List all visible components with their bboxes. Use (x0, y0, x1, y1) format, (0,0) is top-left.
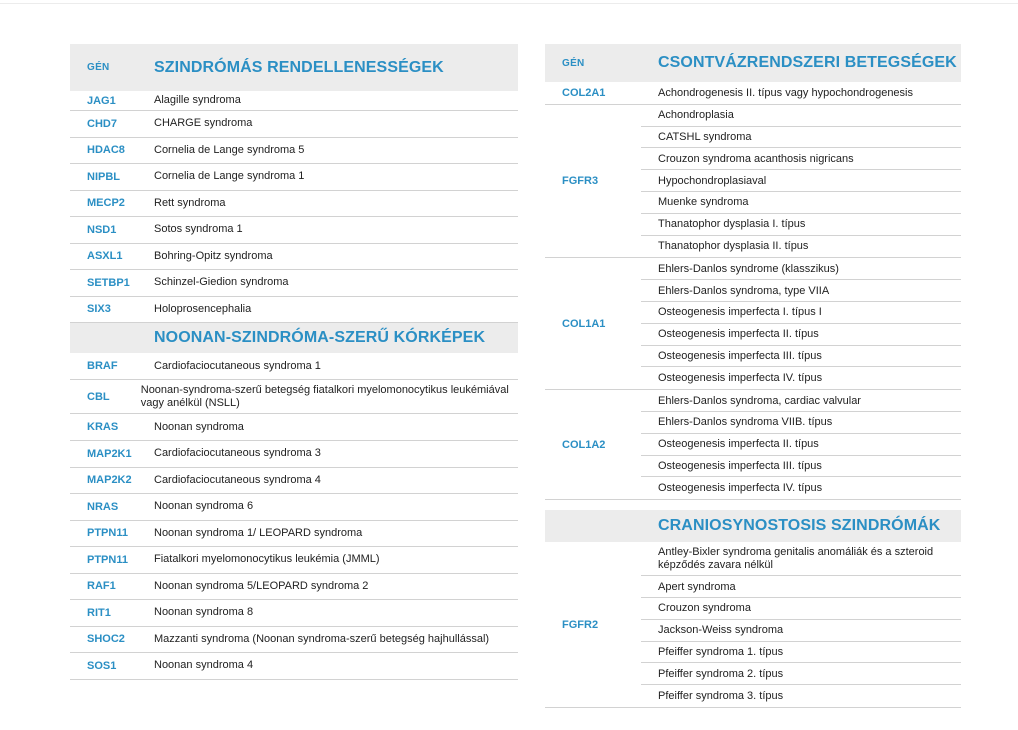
disease-cell: Thanatophor dysplasia II. típus (658, 240, 809, 253)
table-row (70, 270, 518, 297)
section-title: CRANIOSYNOSTOSIS SZINDRÓMÁK (658, 517, 941, 535)
table-row (70, 380, 518, 414)
gene-cell: BRAF (87, 360, 118, 372)
gene-cell: SIX3 (87, 303, 111, 316)
gene-cell: PTPN11 (87, 553, 128, 566)
disease-cell: Fiatalkori myelomonocytikus leukémia (JMML) (154, 553, 380, 566)
disease-list (641, 390, 961, 499)
left-table (70, 44, 518, 680)
disease-cell: Crouzon syndroma acanthosis nigricans (641, 148, 961, 170)
gene-cell: RAF1 (87, 580, 116, 593)
table-row (70, 547, 518, 574)
disease-cell: Alagille syndroma (154, 94, 241, 106)
section-header-szindromas (70, 44, 518, 91)
gene-column-header: GÉN (562, 57, 585, 69)
disease-cell: Jackson-Weiss syndroma (641, 620, 961, 642)
section-rows (70, 353, 518, 680)
section-header-noonan (70, 323, 518, 353)
gene-cell: CBL (87, 390, 110, 403)
table-row (70, 441, 518, 468)
table-row (70, 414, 518, 441)
section-rows (545, 542, 961, 708)
disease-cell: Osteogenesis imperfecta IV. típus (658, 482, 823, 495)
disease-list (641, 82, 961, 104)
right-table (545, 44, 961, 708)
gene-cell: SETBP1 (87, 276, 130, 289)
disease-cell: Noonan syndroma 5/LEOPARD syndroma 2 (154, 579, 369, 592)
section-rows (545, 82, 961, 500)
table-row (70, 653, 518, 680)
gene-cell: SHOC2 (87, 633, 125, 646)
table-row (70, 600, 518, 627)
table-row (70, 468, 518, 495)
gene-cell: MAP2K1 (87, 447, 132, 460)
disease-cell: Thanatophor dysplasia I. típus (641, 214, 961, 236)
disease-cell: Cardiofaciocutaneous syndroma 1 (154, 359, 321, 372)
disease-cell: Osteogenesis imperfecta III. típus (641, 346, 961, 368)
gene-cell: HDAC8 (87, 144, 125, 157)
table-row (70, 494, 518, 521)
disease-cell: Schinzel-Giedion syndroma (154, 276, 289, 289)
disease-cell: Cornelia de Lange syndroma 5 (154, 143, 305, 156)
gene-cell: SOS1 (87, 659, 117, 672)
gene-cell: NIPBL (87, 170, 120, 183)
gene-cell: JAG1 (87, 94, 116, 107)
gene-cell: MAP2K2 (87, 474, 132, 487)
gene-cell: FGFR3 (562, 175, 599, 188)
section-header-csontvaz (545, 44, 961, 82)
table-row (70, 164, 518, 191)
disease-cell: Osteogenesis imperfecta III. típus (641, 456, 961, 478)
disease-cell: Pfeiffer syndroma 2. típus (641, 663, 961, 685)
disease-cell: Osteogenesis imperfecta IV. típus (658, 372, 823, 385)
table-row (70, 521, 518, 548)
disease-cell: Ehlers-Danlos syndroma VIIB. típus (641, 412, 961, 434)
disease-cell: Crouzon syndroma (641, 598, 961, 620)
disease-cell: CATSHL syndroma (641, 127, 961, 149)
section-title: CSONTVÁZRENDSZERI BETEGSÉGEK (658, 54, 957, 71)
gene-group (545, 105, 961, 259)
gene-group (545, 390, 961, 500)
section-title: SZINDRÓMÁS RENDELLENESSÉGEK (154, 58, 444, 76)
table-row (70, 627, 518, 654)
disease-cell: Pfeiffer syndroma 1. típus (641, 642, 961, 664)
gene-cell: RIT1 (87, 606, 111, 619)
disease-cell: Bohring-Opitz syndroma (154, 249, 273, 262)
disease-cell: Mazzanti syndroma (Noonan syndroma-szerű betegség hajhullással) (154, 632, 490, 645)
table-row (70, 138, 518, 165)
disease-cell: Osteogenesis imperfecta II. típus (641, 434, 961, 456)
disease-cell: CHARGE syndroma (154, 117, 253, 130)
disease-cell: Cardiofaciocutaneous syndroma 4 (154, 473, 321, 486)
table-row (70, 297, 518, 324)
table-row (70, 244, 518, 271)
table-row (70, 111, 518, 138)
section-gap (545, 500, 961, 510)
gene-cell: COL2A1 (562, 86, 606, 99)
disease-cell: Pfeiffer syndroma 3. típus (658, 690, 784, 703)
disease-cell: Apert syndroma (641, 576, 961, 598)
gene-cell: KRAS (87, 421, 119, 433)
top-divider (0, 3, 1018, 4)
disease-list (641, 542, 961, 707)
disease-cell: Osteogenesis imperfecta II. típus (641, 324, 961, 346)
gene-cell: NRAS (87, 500, 119, 513)
disease-cell: Ehlers-Danlos syndrome (klasszikus) (641, 258, 961, 280)
gene-group (545, 258, 961, 390)
gene-cell: MECP2 (87, 197, 125, 210)
gene-group (545, 542, 961, 708)
disease-list (641, 105, 961, 258)
disease-cell: Noonan syndroma 1/ LEOPARD syndroma (154, 526, 363, 539)
disease-cell: Noonan-syndroma-szerű betegség fiatalkori myelomonocytikus leukémiával vagy anélkül (NSLL) (140, 383, 509, 409)
disease-cell: Achondroplasia (641, 105, 961, 127)
disease-cell: Muenke syndroma (641, 192, 961, 214)
table-row (70, 353, 518, 380)
disease-cell: Holoprosencephalia (154, 302, 252, 315)
disease-cell: Cardiofaciocutaneous syndroma 3 (154, 447, 321, 460)
disease-cell: Ehlers-Danlos syndroma, cardiac valvular (641, 390, 961, 412)
disease-cell: Ehlers-Danlos syndroma, type VIIA (641, 280, 961, 302)
gene-cell: PTPN11 (87, 527, 128, 540)
disease-cell: Cornelia de Lange syndroma 1 (154, 170, 305, 183)
gene-cell: ASXL1 (87, 250, 123, 263)
gene-group (545, 82, 961, 105)
disease-cell: Noonan syndroma 6 (154, 500, 254, 513)
disease-cell: Sotos syndroma 1 (154, 223, 243, 236)
section-rows (70, 91, 518, 323)
table-row (70, 91, 518, 111)
table-row (70, 191, 518, 218)
gene-cell: NSD1 (87, 223, 117, 236)
gene-cell: COL1A2 (562, 438, 606, 451)
disease-cell: Osteogenesis imperfecta I. típus I (641, 302, 961, 324)
section-title: NOONAN-SZINDRÓMA-SZERŰ KÓRKÉPEK (154, 329, 486, 346)
table-row (70, 574, 518, 601)
gene-cell: FGFR2 (562, 618, 599, 631)
disease-cell: Noonan syndroma 4 (154, 659, 254, 672)
disease-cell: Rett syndroma (154, 196, 226, 209)
disease-cell: Hypochondroplasiaval (641, 170, 961, 192)
gene-cell: COL1A1 (562, 317, 606, 330)
disease-cell: Achondrogenesis II. típus vagy hypochondrogenesis (658, 86, 913, 99)
disease-cell: Noonan syndroma 8 (154, 606, 254, 619)
section-header-craniosynostosis (545, 510, 961, 542)
disease-cell: Noonan syndroma (154, 420, 244, 433)
table-row (70, 217, 518, 244)
gene-cell: CHD7 (87, 117, 117, 130)
gene-column-header: GÉN (87, 62, 110, 73)
disease-cell: Antley-Bixler syndroma genitalis anomáliák és a szteroid képződés zavara nélkül (641, 542, 961, 576)
disease-list (641, 258, 961, 389)
